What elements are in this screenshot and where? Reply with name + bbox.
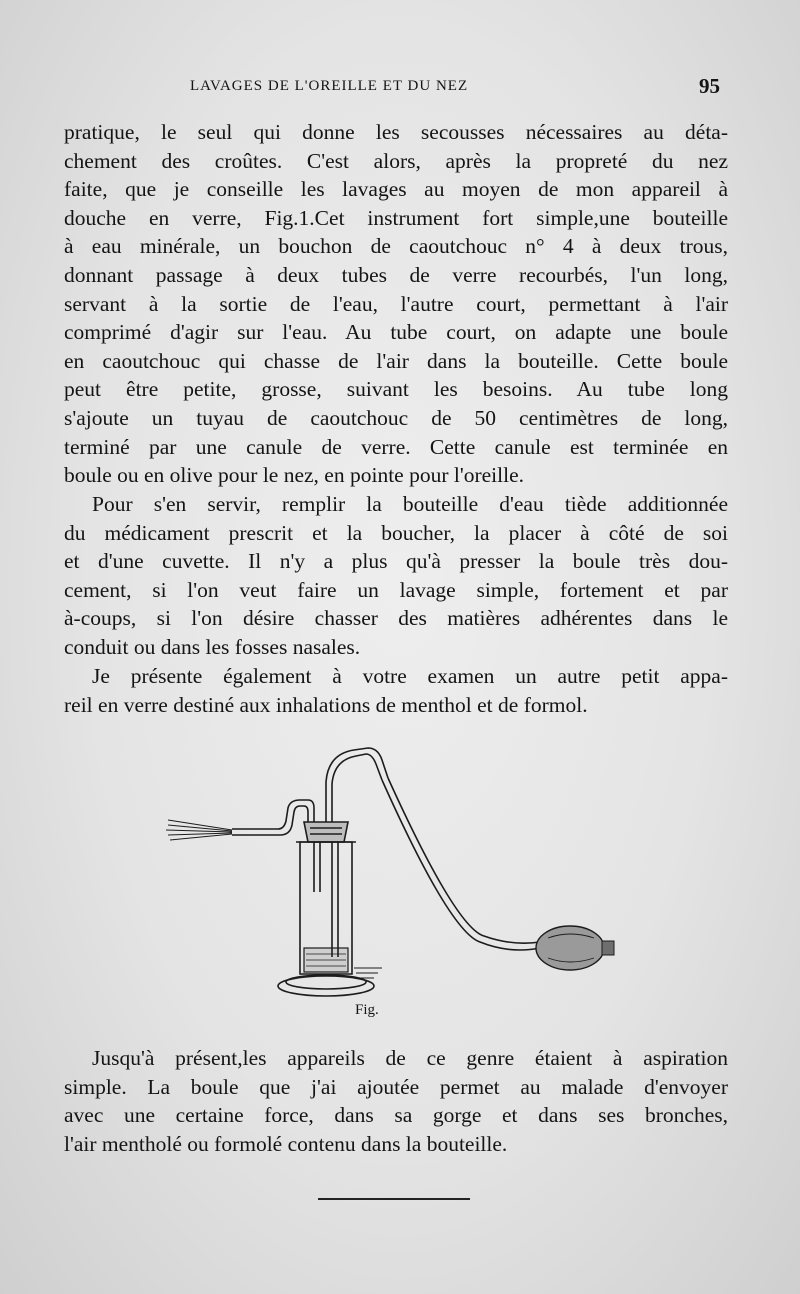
text-line: simple. La boule que j'ai ajoutée permet au malade d'envoyer [64,1074,728,1099]
bulb-icon [536,926,604,970]
text-line: chement des croûtes. C'est alors, après la propreté du nez [64,148,728,173]
paragraph-4 [64,1044,728,1158]
text-line: l'air mentholé ou formolé contenu dans la bouteille. [64,1131,508,1156]
text-line: et d'une cuvette. Il n'y a plus qu'à presser la boule très dou- [64,549,728,574]
text-line: servant à la sortie de l'eau, l'autre court, permettant à l'air [64,291,728,316]
text-line: boule ou en olive pour le nez, en pointe pour l'oreille. [64,463,525,488]
end-divider [318,1198,470,1200]
paragraph-3 [64,662,728,719]
spray-icon [166,820,232,840]
text-line: peut être petite, grosse, suivant les besoins. Au tube long [64,377,728,402]
inhalation-apparatus-illustration [150,742,630,1012]
running-title: LAVAGES DE L'OREILLE ET DU NEZ [190,78,469,94]
text-line: avec une certaine force, dans sa gorge et dans ses bronches, [64,1103,728,1128]
text-line: à-coups, si l'on désire chasser des matières adhérentes dans le [64,606,728,631]
text-line: cement, si l'on veut faire un lavage simple, fortement et par [64,577,728,602]
text-line: douche en verre, Fig.1.Cet instrument fort simple,une bouteille [64,205,728,230]
figure-drawing [150,742,630,1012]
text-line: faite, que je conseille les lavages au moyen de mon appareil à [64,177,728,202]
page-number: 95 [699,74,720,98]
text-line: Jusqu'à présent,les appareils de ce genre étaient à aspiration [92,1046,728,1070]
paragraph-1 [64,118,728,490]
text-line: en caoutchouc qui chasse de l'air dans la bouteille. Cette boule [64,348,728,373]
text-line: conduit ou dans les fosses nasales. [64,634,361,659]
text-line: comprimé d'agir sur l'eau. Au tube court, on adapte une boule [64,320,728,345]
text-line: du médicament prescrit et la boucher, la placer à côté de soi [64,520,728,545]
text-line: Je présente également à votre examen un autre petit appa- [92,664,728,688]
text-line: terminé par une canule de verre. Cette canule est terminée en [64,434,728,459]
text-line: pratique, le seul qui donne les secousses nécessaires au déta- [64,120,728,144]
text-line: donnant passage à deux tubes de verre recourbés, l'un long, [64,262,728,287]
figure-caption: Fig. [355,1002,379,1018]
paragraph-2 [64,490,728,662]
page-header [190,74,720,104]
text-line: reil en verre destiné aux inhalations de menthol et de formol. [64,692,588,717]
text-line: s'ajoute un tuyau de caoutchouc de 50 centimètres de long, [64,405,728,430]
text-line: à eau minérale, un bouchon de caoutchouc n° 4 à deux trous, [64,234,728,259]
text-line: Pour s'en servir, remplir la bouteille d'eau tiède additionnée [92,492,728,516]
